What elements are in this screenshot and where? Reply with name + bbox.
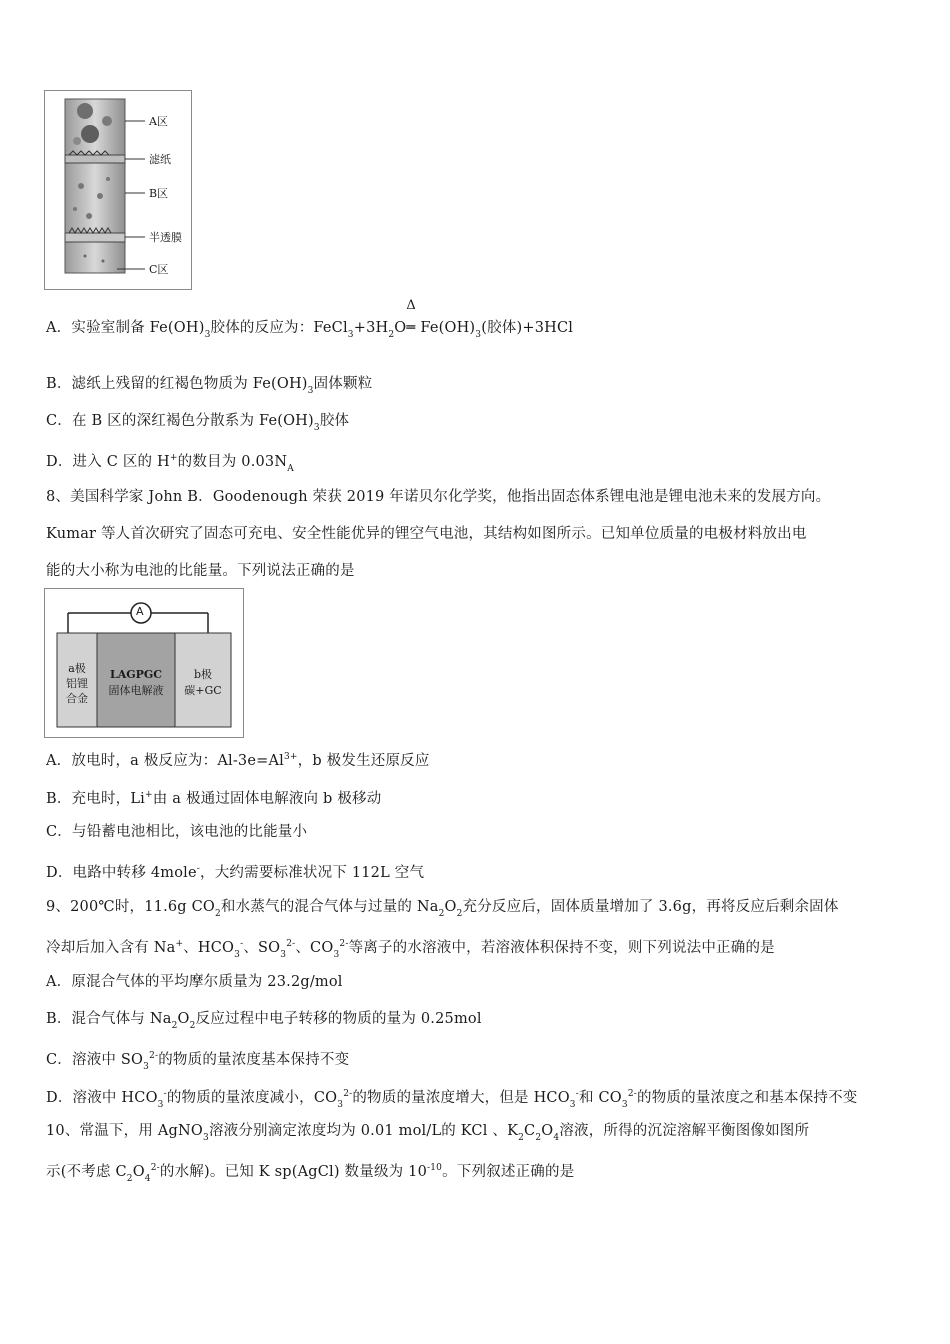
q9-d-sup3: - bbox=[575, 1089, 579, 1099]
q9-c-t2: 的物质的量浓度基本保持不变 bbox=[158, 1052, 350, 1068]
q7-c-text-2: 胶体 bbox=[319, 413, 350, 429]
q10-l1-t5: 溶液，所得的沉淀溶解平衡图像如图所 bbox=[559, 1123, 810, 1139]
q9-l2-sup3: 2- bbox=[286, 939, 296, 949]
q8-option-a bbox=[46, 747, 430, 771]
q9-option-b bbox=[46, 1009, 482, 1036]
q9-l2-sup1: + bbox=[175, 939, 184, 949]
q10-l2-sup1: 2- bbox=[150, 1163, 160, 1173]
q8-stem-line-1: 8、美国科学家 John B．Goodenough 荣获 2019 年诺贝尔化学奖，他指出固态体系锂电池是锂电池未来的发展方向。 bbox=[46, 489, 831, 505]
q9-option-d bbox=[46, 1084, 858, 1115]
q9-l2-t3: 、SO bbox=[243, 940, 281, 956]
q10-stem-line-2 bbox=[46, 1158, 574, 1189]
battery-cathode-label bbox=[175, 667, 231, 699]
q8-a-text-1: A．放电时，a 极反应为：Al-3e=Al bbox=[46, 753, 284, 769]
q7-d-text-2: 的数目为 0.03N bbox=[177, 454, 288, 470]
q9-d-sup1: - bbox=[163, 1089, 167, 1099]
q9-d-sub2: 3 bbox=[337, 1100, 344, 1110]
q10-l2-sup2: -10 bbox=[427, 1163, 443, 1173]
q8-option-b bbox=[46, 785, 381, 809]
q8-b-text-2: 由 a 极通过固体电解液向 b 极移动 bbox=[152, 791, 382, 807]
battery-figure bbox=[44, 588, 244, 738]
q9-l2-sub1: 3 bbox=[234, 950, 241, 960]
q9-d-sub3: 3 bbox=[569, 1100, 576, 1110]
q8-a-sup: 3+ bbox=[284, 752, 298, 762]
q9-l1-t4: 充分反应后，固体质量增加了 3.6g，再将反应后剩余固体 bbox=[462, 899, 839, 915]
q9-l2-sup2: - bbox=[240, 939, 244, 949]
q9-option-a: A．原混合气体的平均摩尔质量为 23.2g/mol bbox=[46, 974, 343, 990]
q9-d-sub4: 3 bbox=[621, 1100, 628, 1110]
q9-d-t5: 的物质的量浓度之和基本保持不变 bbox=[637, 1090, 858, 1106]
ammeter-icon: A bbox=[136, 605, 144, 618]
q9-b-t2: O bbox=[177, 1011, 190, 1027]
battery-electrolyte-label bbox=[97, 667, 175, 699]
q7-option-b bbox=[46, 374, 372, 401]
q7-a-text-6: (胶体)+3HCl bbox=[481, 320, 574, 336]
q10-l2-t3: 的水解)。已知 K sp(AgCl) 数量级为 10 bbox=[159, 1164, 428, 1180]
label-a-zone: A区 bbox=[149, 115, 168, 128]
q9-l2-sup4: 2- bbox=[339, 939, 349, 949]
anode-line-2: 铝锂 bbox=[66, 677, 88, 690]
q8-d-text-2: ，大约需要标准状况下 112L 空气 bbox=[200, 865, 425, 881]
q8-b-sup: + bbox=[145, 790, 153, 800]
q9-l2-t5: 等离子的水溶液中，若溶液体积保持不变，则下列说法中正确的是 bbox=[348, 940, 775, 956]
q9-d-t1: D．溶液中 HCO bbox=[46, 1090, 158, 1106]
q9-l1-t2: 和水蒸气的混合气体与过量的 Na bbox=[220, 899, 439, 915]
q7-a-text-5: Fe(OH) bbox=[420, 320, 476, 336]
q9-l2-sub2: 3 bbox=[280, 950, 287, 960]
q10-l1-t3: C bbox=[524, 1123, 536, 1139]
anode-line-1: a极 bbox=[68, 662, 86, 675]
q7-a-sub-4: 3 bbox=[475, 330, 482, 340]
q9-d-sub1: 3 bbox=[157, 1100, 164, 1110]
q7-b-text-2: 固体颗粒 bbox=[313, 376, 373, 392]
q10-l1-sub4: 4 bbox=[553, 1133, 560, 1143]
q7-a-text-4: O bbox=[394, 320, 407, 336]
q9-l2-t1: 冷却后加入含有 Na bbox=[46, 940, 176, 956]
electrolyte-line-2: 固体电解液 bbox=[108, 684, 164, 697]
q10-l1-t4: O bbox=[541, 1123, 554, 1139]
q7-option-c bbox=[46, 411, 349, 438]
q10-l2-t2: O bbox=[132, 1164, 145, 1180]
heating-equals-sign: Δ ═ bbox=[406, 298, 416, 336]
cathode-line-1: b极 bbox=[193, 668, 213, 681]
q9-b-sub1: 2 bbox=[171, 1021, 178, 1031]
label-c-zone: C区 bbox=[149, 263, 169, 276]
q9-c-sup: 2- bbox=[149, 1051, 159, 1061]
q7-d-text-1: D．进入 C 区的 H bbox=[46, 454, 170, 470]
q9-c-t1: C．溶液中 SO bbox=[46, 1052, 144, 1068]
q8-d-sup: - bbox=[196, 864, 201, 874]
q7-a-text-2: 胶体的反应为：FeCl bbox=[210, 320, 348, 336]
electrolyte-line-1: LAGPGC bbox=[109, 668, 163, 681]
label-membrane: 半透膜 bbox=[149, 231, 182, 244]
q10-l1-t1: 10、常温下，用 AgNO bbox=[46, 1123, 203, 1139]
q9-l2-t4: 、CO bbox=[295, 940, 334, 956]
q9-d-sup4: 2- bbox=[627, 1089, 637, 1099]
label-b-zone: B区 bbox=[149, 187, 169, 200]
q9-stem-line-1 bbox=[46, 897, 839, 924]
q10-l1-sub1: 3 bbox=[203, 1133, 209, 1143]
anode-line-3: 合金 bbox=[66, 692, 88, 705]
q10-l1-t2: 溶液分别滴定浓度均为 0.01 mol/L的 KCl 、K bbox=[208, 1123, 519, 1139]
q9-l2-t2: 、HCO bbox=[183, 940, 235, 956]
q7-a-sub-2: 3 bbox=[347, 330, 354, 340]
q7-d-sup: + bbox=[169, 453, 178, 463]
q10-stem-line-1 bbox=[46, 1121, 809, 1148]
q9-d-t3: 的物质的量浓度增大，但是 HCO bbox=[352, 1090, 570, 1106]
q8-b-text-1: B．充电时，Li bbox=[46, 791, 146, 807]
q10-l2-t4: 。下列叙述正确的是 bbox=[442, 1164, 575, 1180]
q7-a-sub-1: 3 bbox=[204, 330, 211, 340]
q9-b-sub2: 2 bbox=[189, 1021, 196, 1031]
q9-option-c bbox=[46, 1046, 349, 1077]
delta-symbol: Δ bbox=[406, 298, 416, 313]
q9-stem-line-2 bbox=[46, 934, 775, 965]
q8-option-d bbox=[46, 859, 424, 883]
q7-b-text-1: B．滤纸上残留的红褐色物质为 Fe(OH) bbox=[46, 376, 308, 392]
q9-d-sup2: 2- bbox=[343, 1089, 353, 1099]
cathode-line-2: 碳+GC bbox=[184, 684, 222, 697]
battery-anode-label bbox=[57, 661, 97, 706]
q7-a-sub-3: 2 bbox=[388, 330, 395, 340]
q9-l1-sub2: 2 bbox=[438, 909, 445, 919]
dialysis-figure bbox=[44, 90, 192, 290]
q9-l1-sub3: 2 bbox=[456, 909, 463, 919]
q9-b-t1: B．混合气体与 Na bbox=[46, 1011, 172, 1027]
q7-d-sub: A bbox=[287, 464, 294, 474]
q10-l2-t1: 示(不考虑 C bbox=[46, 1164, 127, 1180]
q7-c-sub: 3 bbox=[313, 423, 320, 433]
q9-l1-t3: O bbox=[444, 899, 457, 915]
q8-stem-line-3: 能的大小称为电池的比能量。下列说法正确的是 bbox=[46, 563, 355, 579]
q10-l1-sub3: 2 bbox=[535, 1133, 542, 1143]
q7-b-sub: 3 bbox=[307, 386, 314, 396]
q7-option-d bbox=[46, 448, 294, 479]
label-filter-paper: 滤纸 bbox=[149, 153, 171, 166]
q10-l2-sub2: 4 bbox=[144, 1174, 151, 1184]
q9-l2-sub3: 3 bbox=[333, 950, 340, 960]
q7-a-text-1: A．实验室制备 Fe(OH) bbox=[46, 320, 205, 336]
q9-d-t2: 的物质的量浓度减小，CO bbox=[166, 1090, 338, 1106]
q7-option-a bbox=[46, 298, 574, 345]
q9-l1-t1: 9、200℃时，11.6g CO bbox=[46, 899, 215, 915]
q10-l2-sub1: 2 bbox=[126, 1174, 133, 1184]
q8-d-text-1: D．电路中转移 4mole bbox=[46, 865, 197, 881]
q8-option-c: C．与铅蓄电池相比，该电池的比能量小 bbox=[46, 824, 308, 840]
q7-c-text-1: C．在 B 区的深红褐色分散系为 Fe(OH) bbox=[46, 413, 314, 429]
q9-b-t3: 反应过程中电子转移的物质的量为 0.25mol bbox=[195, 1011, 482, 1027]
q7-a-text-3: +3H bbox=[353, 320, 389, 336]
q9-c-sub: 3 bbox=[143, 1062, 150, 1072]
q10-l1-sub2: 2 bbox=[518, 1133, 525, 1143]
dialysis-figure-drawing bbox=[45, 91, 191, 289]
q9-d-t4: 和 CO bbox=[578, 1090, 622, 1106]
q9-l1-sub1: 2 bbox=[214, 909, 221, 919]
q8-stem-line-2: Kumar 等人首次研究了固态可充电、安全性能优异的锂空气电池，其结构如图所示。已知单位质量的电极材料放出电 bbox=[46, 526, 807, 542]
q8-a-text-2: ，b 极发生还原反应 bbox=[297, 753, 430, 769]
